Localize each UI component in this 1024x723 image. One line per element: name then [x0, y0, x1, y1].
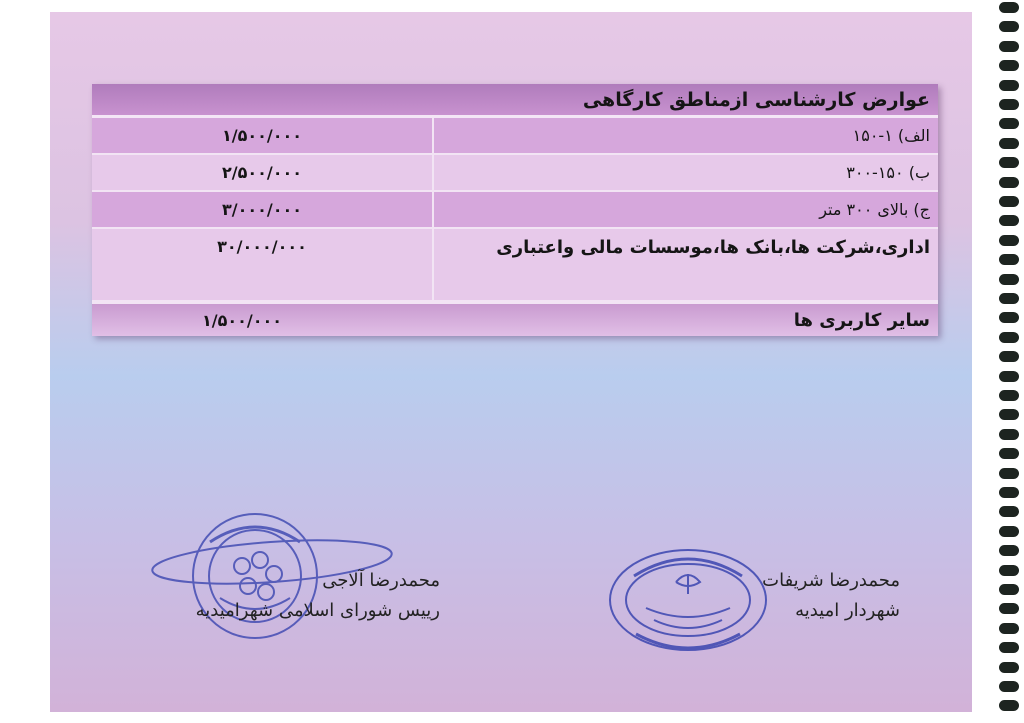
- binding-ring: [999, 506, 1019, 517]
- binding-ring: [999, 371, 1019, 382]
- binding-ring: [999, 565, 1019, 576]
- binding-ring: [999, 274, 1019, 285]
- row-label: اداری،شرکت ها،بانک ها،موسسات مالی واعتباری: [432, 229, 938, 300]
- binding-ring: [999, 487, 1019, 498]
- binding-rings: [994, 0, 1024, 723]
- table-title: عوارض کارشناسی ازمناطق کارگاهی: [582, 88, 930, 111]
- binding-ring: [999, 99, 1019, 110]
- binding-ring: [999, 603, 1019, 614]
- row-value: ۱/۵۰۰/۰۰۰: [221, 126, 303, 145]
- binding-ring: [999, 390, 1019, 401]
- binding-ring: [999, 623, 1019, 634]
- binding-ring: [999, 642, 1019, 653]
- council-head-signature: [120, 566, 440, 626]
- fees-table: [92, 84, 938, 336]
- binding-ring: [999, 351, 1019, 362]
- binding-ring: [999, 215, 1019, 226]
- binding-ring: [999, 235, 1019, 246]
- binding-ring: [999, 468, 1019, 479]
- row-label: ج) بالای ۳۰۰ متر: [432, 192, 938, 227]
- binding-ring: [999, 429, 1019, 440]
- binding-ring: [999, 177, 1019, 188]
- table-row: [92, 192, 938, 229]
- binding-ring: [999, 80, 1019, 91]
- row-label: ب) ۱۵۰-۳۰۰: [432, 155, 938, 190]
- binding-ring: [999, 409, 1019, 420]
- other-label: سایر کاربری ها: [793, 309, 930, 331]
- binding-ring: [999, 448, 1019, 459]
- binding-ring: [999, 41, 1019, 52]
- binding-ring: [999, 21, 1019, 32]
- table-row: [92, 155, 938, 192]
- mayor-signature: [600, 566, 900, 626]
- binding-ring: [999, 118, 1019, 129]
- binding-ring: [999, 332, 1019, 343]
- binding-ring: [999, 312, 1019, 323]
- row-value: ۳/۰۰۰/۰۰۰: [221, 200, 303, 219]
- signer-name: محمدرضا شریفات: [762, 570, 900, 591]
- signer-role: رییس شورای اسلامی شهرامیدیه: [195, 600, 440, 621]
- binding-ring: [999, 196, 1019, 207]
- signer-name: محمدرضا آلاجی: [322, 570, 440, 591]
- row-label: الف) ۱-۱۵۰: [432, 118, 938, 153]
- binding-ring: [999, 526, 1019, 537]
- binding-ring: [999, 254, 1019, 265]
- binding-ring: [999, 293, 1019, 304]
- binding-ring: [999, 157, 1019, 168]
- binding-ring: [999, 584, 1019, 595]
- table-row: [92, 229, 938, 302]
- table-row-other: [92, 302, 938, 336]
- binding-ring: [999, 662, 1019, 673]
- binding-ring: [999, 700, 1019, 711]
- binding-ring: [999, 60, 1019, 71]
- row-value: ۳۰/۰۰۰/۰۰۰: [217, 237, 307, 256]
- table-row: [92, 118, 938, 155]
- row-value: ۲/۵۰۰/۰۰۰: [221, 163, 303, 182]
- binding-ring: [999, 138, 1019, 149]
- binding-ring: [999, 545, 1019, 556]
- binding-ring: [999, 681, 1019, 692]
- signer-role: شهردار امیدیه: [795, 600, 900, 621]
- table-header: [92, 84, 938, 118]
- other-value: ۱/۵۰۰/۰۰۰: [201, 310, 283, 330]
- binding-ring: [999, 2, 1019, 13]
